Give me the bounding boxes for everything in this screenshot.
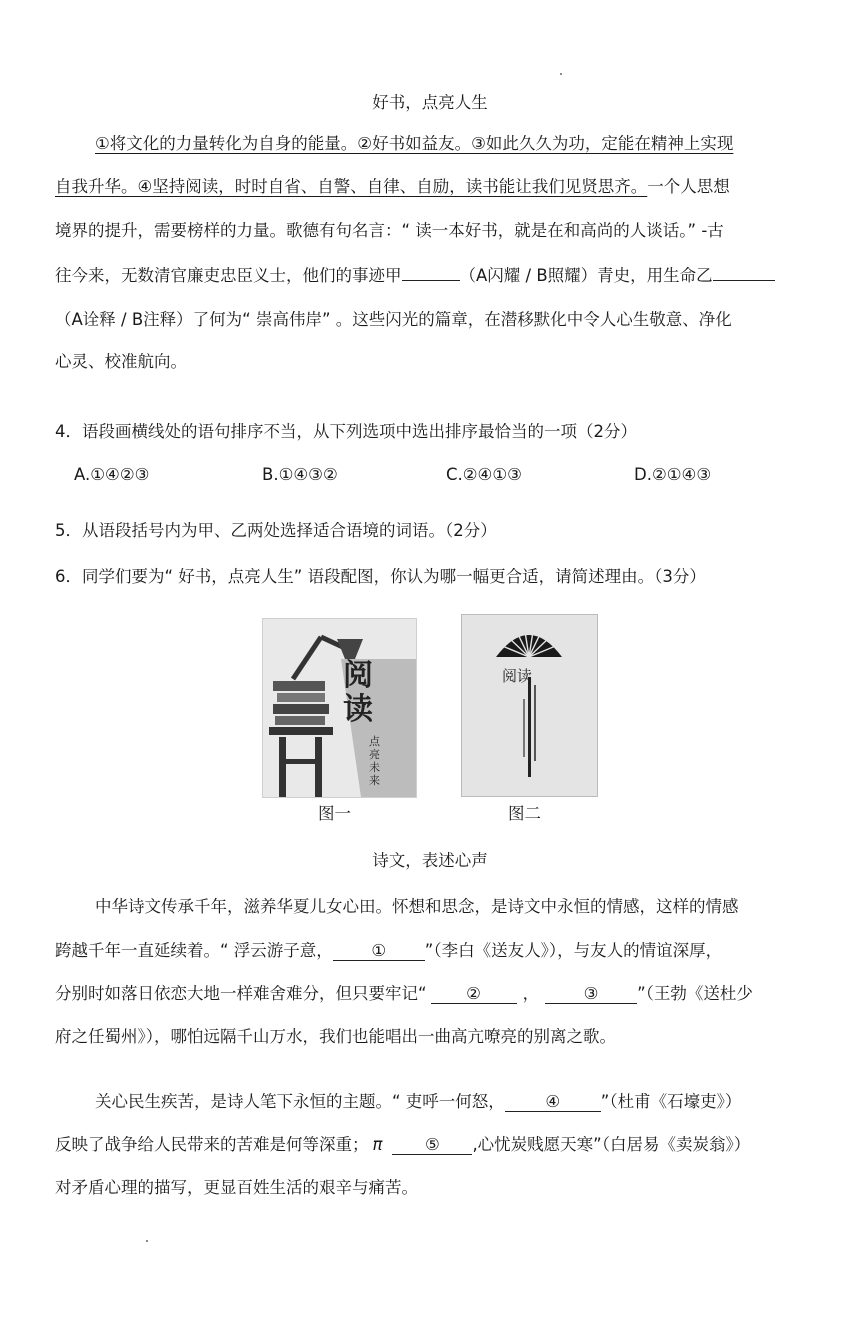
section-title-poetry: 诗文，表述心声 (372, 851, 488, 870)
passage-line-5: （A诠释 / B注释）了何为“ 崇高伟岸” 。这些闪光的篇章，在潜移默化中令人心生敬意、净化 (55, 310, 732, 329)
question-4: 4．语段画横线处的语句排序不当，从下列选项中选出排序最恰当的一项（2分） (55, 422, 637, 441)
poetry-line-7: 对矛盾心理的描写，更显百姓生活的艰辛与痛苦。 (55, 1178, 418, 1197)
figure-2-reading-poster (461, 614, 598, 797)
poetry-line-3: 分别时如落日依恋大地一样难舍难分，但只要牢记“ ② ， ③ ”（王勃《送杜少 (55, 984, 753, 1003)
option-c[interactable]: C.②④①③ (446, 465, 522, 484)
figure-1-reading-poster (262, 618, 417, 798)
book-fan-illustration (462, 615, 597, 796)
option-d[interactable]: D.②①④③ (634, 465, 712, 484)
question-5: 5．从语段括号内为甲、乙两处选择适合语境的词语。（2分） (55, 521, 497, 540)
question-6: 6．同学们要为“ 好书，点亮人生” 语段配图，你认为哪一幅更合适，请简述理由。（3分） (55, 567, 706, 586)
figure-2-caption: 图二 (508, 804, 541, 823)
passage-line-3: 境界的提升，需要榜样的力量。歌德有句名言：“ 读一本好书，就是在和高尚的人谈话。” -古 (55, 221, 724, 240)
poetry-line-1: 中华诗文传承千年，滋养华夏儿女心田。怀想和思念，是诗文中永恒的情感，这样的情感 (95, 897, 739, 916)
passage-line-4: 往今来，无数清官廉吏忠臣义士，他们的事迹甲 （A闪耀 / B照耀）青史，用生命乙 (55, 262, 775, 286)
figure-2-title: 阅读 (502, 667, 533, 685)
passage-line-1 (95, 130, 733, 154)
blank-4[interactable]: ④ (505, 1093, 601, 1112)
underlined-sentences: 自我升华。④坚持阅读，时时自省、自警、自律、自励，读书能让我们见贤思齐。 (55, 177, 648, 196)
stray-dot (146, 1240, 148, 1242)
passage-line-6: 心灵、校准航向。 (55, 352, 187, 371)
poetry-line-5: 关心民生疾苦，是诗人笔下永恒的主题。“ 吏呼一何怒， ④ ”（杜甫《石壕吏》） (95, 1092, 742, 1111)
blank-2[interactable]: ② (431, 985, 517, 1004)
passage-line-2: 自我升华。④坚持阅读，时时自省、自警、自律、自励，读书能让我们见贤思齐。一个人思想 (55, 177, 730, 196)
option-a[interactable]: A.①④②③ (74, 465, 150, 484)
blank-1[interactable]: ① (333, 942, 425, 961)
poetry-line-4: 府之任蜀州》），哪怕远隔千山万水，我们也能唱出一曲高亢嘹亮的别离之歌。 (55, 1027, 616, 1046)
stray-dot (560, 73, 562, 75)
blank-5[interactable]: ⑤ (392, 1136, 472, 1155)
figure-1-title: 阅 读 (343, 658, 373, 727)
poetry-line-2: 跨越千年一直延续着。“ 浮云游子意， ① ”（李白《送友人》），与友人的情谊深厚， (55, 941, 723, 960)
blank-yi[interactable] (713, 280, 775, 281)
section-title-good-books: 好书，点亮人生 (372, 93, 488, 112)
blank-3[interactable]: ③ (545, 985, 637, 1004)
figure-1-subtitle: 点亮未来 (369, 735, 380, 787)
underlined-sentences: ①将文化的力量转化为自身的能量。②好书如益友。③如此久久为功，定能在精神上实现 (95, 134, 734, 153)
blank-jia[interactable] (402, 280, 460, 281)
option-b[interactable]: B.①④③② (262, 465, 338, 484)
bookstack-lamp-illustration (263, 619, 416, 797)
poetry-line-6: 反映了战争给人民带来的苦难是何等深重； π ⑤ ,心忧炭贱愿天寒”（白居易《卖炭翁》） (55, 1135, 751, 1154)
figure-1-caption: 图一 (318, 804, 351, 823)
